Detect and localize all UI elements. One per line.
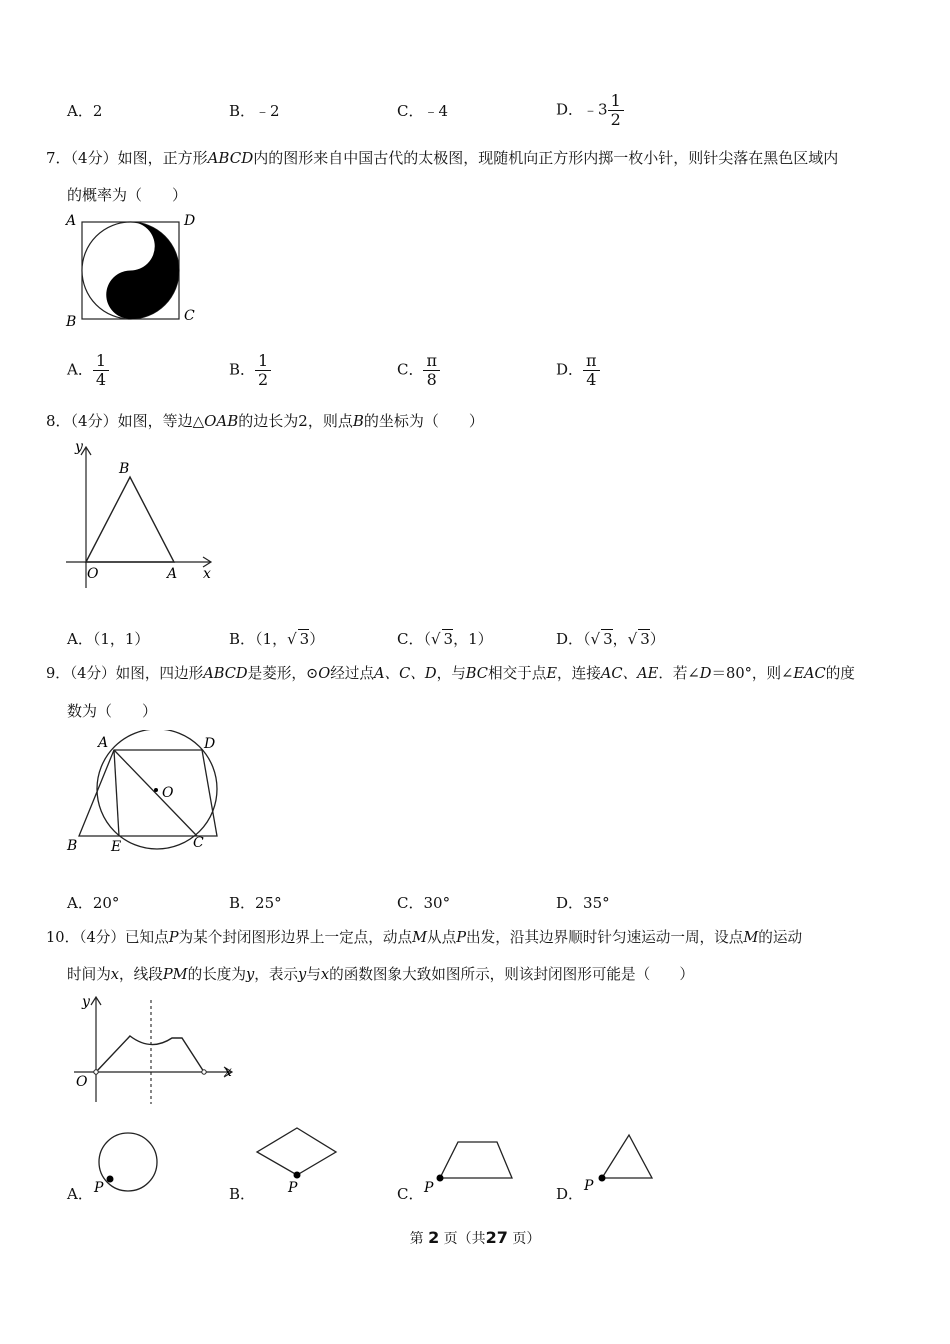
q10-option-d[interactable]: D． xyxy=(556,1185,584,1203)
q9-text: ＝80°，则∠ xyxy=(711,665,794,682)
q9-var: E xyxy=(546,665,558,682)
q7-stem-line1 xyxy=(46,147,838,168)
q7-b-den: 2 xyxy=(258,370,269,389)
q7-b-num: 1 xyxy=(255,352,271,371)
q6-option-b[interactable]: B．﹣2 xyxy=(229,102,280,120)
q8-text: 8．（4分）如图，等边△ xyxy=(46,412,205,430)
q9-var: EAC xyxy=(793,665,826,682)
q9-text: ，与 xyxy=(436,665,466,682)
q9-var: A、C、D xyxy=(374,665,437,682)
q9-option-b[interactable]: B．25° xyxy=(229,894,282,912)
q8-b-suffix: ） xyxy=(309,630,325,648)
q7-text: 内的图形来自中国古代的太极图，现随机向正方形内掷一枚小针，则针尖落在黑色区域内 xyxy=(253,149,839,167)
q10-function-graph xyxy=(66,992,246,1107)
q9-label-d: D xyxy=(204,736,216,752)
q8-label-y: y xyxy=(75,439,83,455)
q7-a-den: 4 xyxy=(95,370,107,389)
q7-option-d[interactable] xyxy=(556,352,600,389)
q10-a-label-p: P xyxy=(94,1180,104,1196)
q9-label-e: E xyxy=(111,839,122,855)
q10-text: 的函数图象大致如图所示，则该封闭图形可能是（ ） xyxy=(329,966,694,983)
q8-c-prefix: C．（ xyxy=(397,630,431,648)
q7-a-num: 1 xyxy=(93,352,109,371)
q9-label-b: B xyxy=(67,838,78,854)
q7-option-c[interactable] xyxy=(397,352,440,389)
q7-b-prefix: B． xyxy=(229,360,256,379)
q8-label-x: x xyxy=(203,566,211,582)
q10-text: 与 xyxy=(306,966,321,983)
q7-d-fraction xyxy=(583,352,600,389)
q7-a-fraction xyxy=(93,352,109,389)
q6-d-den: 2 xyxy=(610,110,621,129)
q9-label-a: A xyxy=(98,735,109,751)
q9-option-a[interactable]: A．20° xyxy=(67,894,120,912)
q9-var: AC、AE xyxy=(600,665,659,682)
q9-option-c[interactable]: C．30° xyxy=(397,894,451,912)
footer-text: 页） xyxy=(512,1231,541,1247)
q7-taiji-figure xyxy=(60,208,210,333)
q10-option-d-triangle-figure xyxy=(580,1128,660,1196)
q9-label-c: C xyxy=(193,835,204,851)
q7-b-fraction xyxy=(255,352,271,389)
q9-stem-line1 xyxy=(46,662,855,683)
q8-d-suffix: ） xyxy=(649,630,665,648)
q6-option-d[interactable] xyxy=(556,92,624,129)
q6-d-prefix: D．﹣3 xyxy=(556,100,608,119)
q9-stem-line2: 数为（ ） xyxy=(67,702,158,720)
q10-var: P xyxy=(168,929,179,946)
q6-d-num: 1 xyxy=(608,92,624,111)
footer-total-pages: 27 xyxy=(485,1228,508,1247)
q8-triangle-figure xyxy=(60,436,220,596)
q8-d-radicand1: 3 xyxy=(603,630,613,648)
q7-label-a: A xyxy=(66,213,77,229)
q9-text: 9．（4分）如图，四边形 xyxy=(46,665,204,682)
q10-text: 为某个封闭图形边界上一定点，动点 xyxy=(178,929,413,946)
q8-var: OAB xyxy=(204,412,239,430)
footer-text: 第 xyxy=(409,1231,424,1247)
q9-text: 是菱形，⊙ xyxy=(247,665,319,682)
q10-option-c[interactable]: C． xyxy=(397,1185,424,1203)
q6-d-fraction xyxy=(608,92,624,129)
q8-b-prefix: B．（1， xyxy=(229,630,288,648)
q10-option-a-circle-figure xyxy=(90,1130,170,1200)
q8-c-suffix: ，1） xyxy=(453,630,493,648)
q8-label-a: A xyxy=(167,566,178,582)
q7-var: ABCD xyxy=(207,149,254,167)
q7-c-num: π xyxy=(423,352,440,371)
q7-d-prefix: D． xyxy=(556,360,584,379)
q7-a-prefix: A． xyxy=(67,360,93,379)
q10-var: x xyxy=(110,966,120,983)
q8-option-d[interactable]: D．（√ 3，√ 3） xyxy=(556,630,665,648)
footer-text: 页（共 xyxy=(443,1231,486,1247)
q10-option-a[interactable]: A． xyxy=(67,1185,93,1203)
q7-stem-line2: 的概率为（ ） xyxy=(67,186,188,204)
q7-d-num: π xyxy=(583,352,600,371)
q9-text: 经过点 xyxy=(330,665,374,682)
q9-var: O xyxy=(318,665,331,682)
page-footer xyxy=(0,1228,950,1248)
q10-text: ，表示 xyxy=(254,966,299,983)
q8-d-radicand2: 3 xyxy=(640,630,650,648)
q10-var: M xyxy=(412,929,428,946)
q9-text: ，连接 xyxy=(557,665,601,682)
q7-label-d: D xyxy=(184,213,196,229)
q7-label-b: B xyxy=(66,314,77,330)
q10-text: 的运动 xyxy=(758,929,803,946)
q8-c-radicand: 3 xyxy=(443,630,454,648)
q10-option-c-trapezoid-figure xyxy=(420,1136,520,1196)
q7-option-a[interactable] xyxy=(67,352,109,389)
q8-stem xyxy=(46,410,484,431)
q10-graph-label-x: x xyxy=(224,1064,232,1080)
q7-c-fraction xyxy=(423,352,440,389)
q10-text: 从点 xyxy=(427,929,457,946)
q10-graph-label-y: y xyxy=(82,994,90,1010)
q7-d-den: 4 xyxy=(586,370,597,389)
footer-page-number: 2 xyxy=(428,1228,440,1247)
q10-b-label-p: P xyxy=(288,1180,298,1196)
q10-c-label-p: P xyxy=(424,1180,434,1196)
q8-label-b: B xyxy=(119,461,130,477)
q7-c-prefix: C． xyxy=(397,360,424,379)
q9-option-d[interactable]: D．35° xyxy=(556,894,610,912)
q9-var: ABCD xyxy=(203,665,248,682)
q10-text: 10．（4分）已知点 xyxy=(46,929,169,946)
q10-var: M xyxy=(743,929,759,946)
q10-stem-line1 xyxy=(46,926,802,947)
q9-text: ．若∠ xyxy=(658,665,700,682)
q9-label-o: O xyxy=(162,785,174,801)
q10-text: 出发，沿其边界顺时针匀速运动一周，设点 xyxy=(466,929,744,946)
q8-label-o: O xyxy=(87,566,99,582)
q10-var: x xyxy=(320,966,330,983)
q10-text: ，线段 xyxy=(119,966,163,983)
q7-label-c: C xyxy=(184,308,195,324)
q10-var: y xyxy=(245,966,255,983)
q10-option-b-rhombus-figure xyxy=(250,1122,345,1197)
q10-stem-line2 xyxy=(67,963,694,984)
q6-option-c[interactable]: C．﹣4 xyxy=(397,102,449,120)
q7-text: 7．（4分）如图，正方形 xyxy=(46,149,208,167)
q10-var: y xyxy=(298,966,307,983)
q7-option-b[interactable] xyxy=(229,352,271,389)
q10-text: 的长度为 xyxy=(187,966,246,983)
q10-text: 时间为 xyxy=(67,966,111,983)
q9-text: 的度 xyxy=(825,665,855,682)
q10-var: PM xyxy=(162,966,188,983)
q9-rhombus-circle-figure xyxy=(62,730,232,860)
q6-option-a[interactable]: A．2 xyxy=(67,102,103,120)
q9-var: D xyxy=(699,665,712,682)
q10-graph-label-o: O xyxy=(76,1074,88,1090)
q8-b-radicand: 3 xyxy=(299,630,310,648)
q9-var: BC xyxy=(465,665,488,682)
q8-option-b[interactable]: B．（1，√ 3） xyxy=(229,630,325,648)
q10-var: P xyxy=(456,929,467,946)
q8-d-sep: ， xyxy=(612,630,628,648)
q8-option-c[interactable]: C．（√ 3，1） xyxy=(397,630,493,648)
q8-text: 的边长为2，则点 xyxy=(238,412,353,430)
q8-var: B xyxy=(352,412,364,430)
q10-option-b[interactable]: B． xyxy=(229,1185,256,1203)
q7-c-den: 8 xyxy=(426,370,437,389)
q8-d-prefix: D．（ xyxy=(556,630,591,648)
q9-text: 相交于点 xyxy=(487,665,547,682)
q10-d-label-p: P xyxy=(584,1178,594,1194)
q8-text: 的坐标为（ ） xyxy=(363,412,484,430)
q8-option-a[interactable]: A．（1，1） xyxy=(67,630,150,648)
